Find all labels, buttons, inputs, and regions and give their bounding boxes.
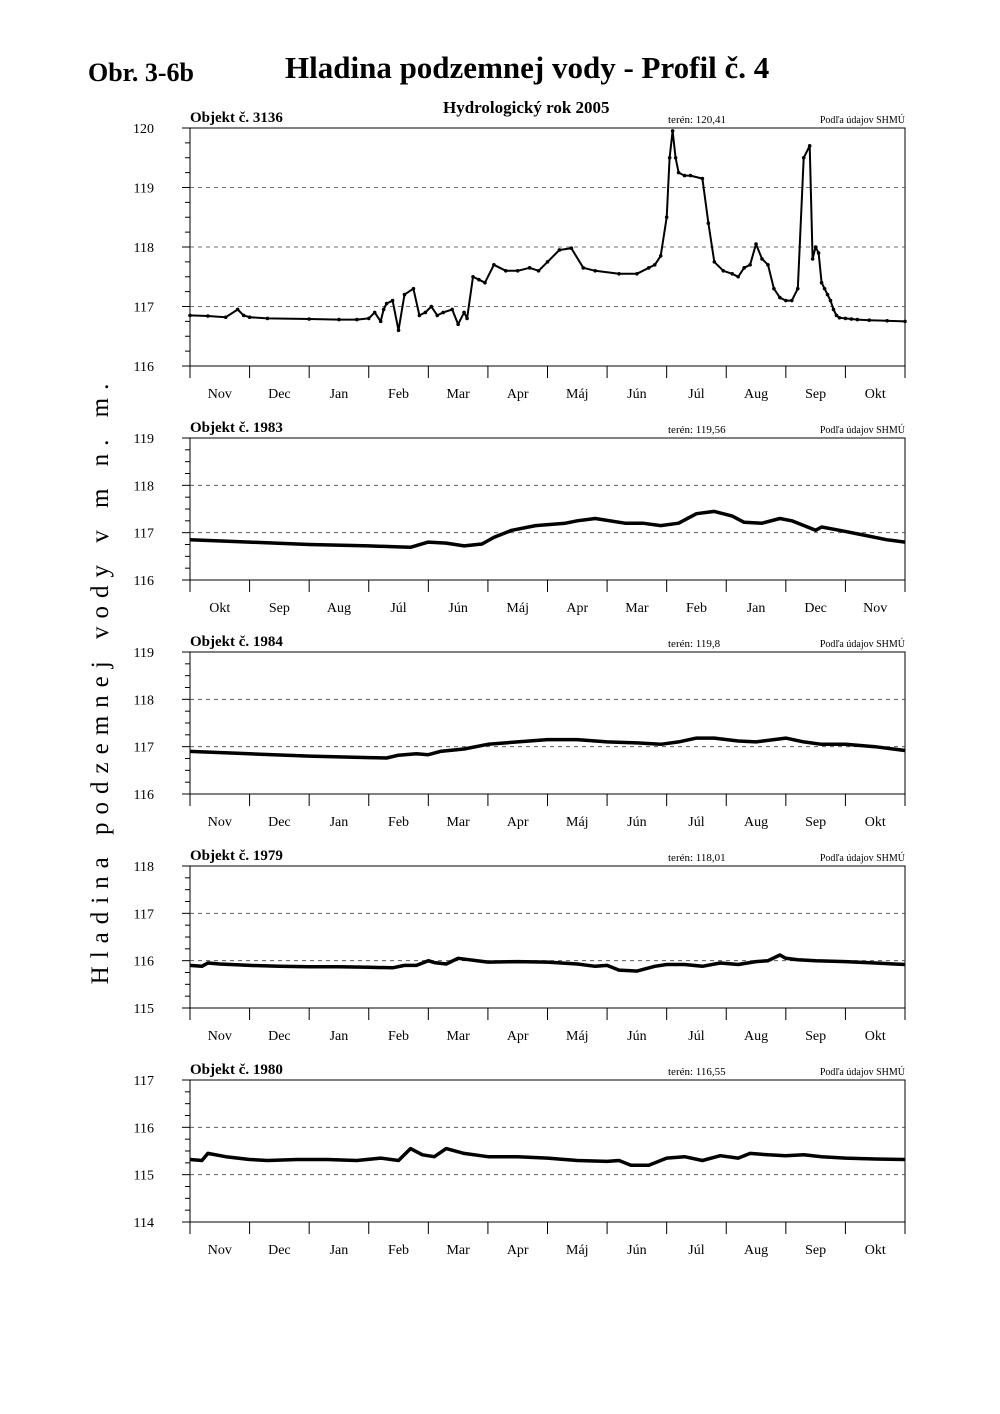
panel-title: Objekt č. 3136 xyxy=(190,110,283,126)
x-tick-label: Sep xyxy=(268,601,290,616)
data-point xyxy=(379,320,383,324)
x-tick-label: Feb xyxy=(685,601,707,616)
figure-label: Obr. 3-6b xyxy=(88,58,194,87)
y-tick-label: 116 xyxy=(133,360,154,375)
data-point xyxy=(424,311,428,315)
x-tick-label: Sep xyxy=(805,815,827,830)
x-tick-label: Sep xyxy=(805,387,827,402)
data-point xyxy=(224,315,228,319)
data-point xyxy=(850,317,854,321)
x-tick-label: Feb xyxy=(388,387,410,402)
y-tick-label: 119 xyxy=(133,181,154,197)
y-tick-label: 119 xyxy=(133,646,154,661)
data-point xyxy=(418,314,422,318)
data-point xyxy=(188,314,192,318)
x-tick-label: Nov xyxy=(207,1243,232,1258)
data-point xyxy=(653,263,657,267)
data-point xyxy=(373,311,377,315)
data-point xyxy=(483,281,487,285)
data-point xyxy=(242,314,246,318)
y-tick-label: 118 xyxy=(133,479,154,495)
data-point xyxy=(581,266,585,270)
data-point xyxy=(683,174,687,178)
data-point xyxy=(337,318,341,322)
data-point xyxy=(730,272,734,276)
x-tick-label: Jan xyxy=(329,815,349,830)
panel-title: Objekt č. 1980 xyxy=(190,1062,283,1078)
data-point xyxy=(802,156,806,160)
x-tick-label: Aug xyxy=(743,1243,769,1258)
data-point xyxy=(236,308,240,312)
x-tick-label: Mar xyxy=(446,815,470,830)
x-tick-label: Feb xyxy=(388,1029,410,1044)
y-tick-label: 117 xyxy=(133,1074,154,1089)
y-tick-label: 119 xyxy=(133,432,154,447)
y-tick-label: 116 xyxy=(133,1121,154,1137)
x-tick-label: Apr xyxy=(566,601,589,616)
y-tick-label: 115 xyxy=(133,1002,154,1017)
data-point xyxy=(635,272,639,276)
data-point xyxy=(558,248,562,252)
x-tick-label: Máj xyxy=(566,815,589,830)
page-subtitle: Hydrologický rok 2005 xyxy=(443,98,610,117)
teren-label: terén: 119,56 xyxy=(668,424,726,436)
data-point xyxy=(435,314,439,318)
data-point xyxy=(689,174,693,178)
data-point xyxy=(492,263,496,267)
y-tick-label: 118 xyxy=(133,241,154,256)
data-point xyxy=(570,246,574,250)
y-tick-label: 117 xyxy=(133,907,154,923)
x-tick-label: Máj xyxy=(566,1243,589,1258)
data-point xyxy=(450,308,454,312)
data-point xyxy=(397,329,401,333)
x-tick-label: Júl xyxy=(688,387,705,402)
data-point xyxy=(674,156,678,160)
series-line xyxy=(190,738,905,758)
x-tick-label: Dec xyxy=(268,387,291,402)
x-tick-label: Nov xyxy=(207,815,232,830)
data-point xyxy=(754,242,758,246)
data-point xyxy=(307,317,311,321)
x-tick-label: Dec xyxy=(268,1029,291,1044)
plot-frame xyxy=(190,652,905,794)
data-point xyxy=(748,263,752,267)
x-tick-label: Sep xyxy=(805,1029,827,1044)
teren-label: terén: 119,8 xyxy=(668,638,721,650)
source-label: Podľa údajov SHMÚ xyxy=(819,853,905,864)
data-point xyxy=(790,299,794,303)
x-tick-label: Jún xyxy=(627,387,647,402)
data-point xyxy=(206,314,210,318)
x-tick-label: Máj xyxy=(566,387,589,402)
teren-label: terén: 116,55 xyxy=(668,1066,726,1078)
x-tick-label: Okt xyxy=(864,387,886,402)
plot-frame xyxy=(190,866,905,1008)
x-tick-label: Júl xyxy=(688,815,705,830)
x-tick-label: Feb xyxy=(388,815,410,830)
panel-title: Objekt č. 1984 xyxy=(190,634,283,650)
data-point xyxy=(820,281,824,285)
data-point xyxy=(546,260,550,264)
x-tick-label: Okt xyxy=(864,1243,886,1258)
x-tick-label: Jan xyxy=(329,387,349,402)
data-point xyxy=(885,319,889,323)
data-point xyxy=(701,177,705,181)
y-axis-label: Hladina podzemnej vody v m n. m. xyxy=(87,375,114,985)
data-point xyxy=(829,299,833,303)
data-point xyxy=(814,245,818,249)
y-tick-label: 117 xyxy=(133,300,154,316)
data-point xyxy=(838,316,842,320)
x-tick-label: Aug xyxy=(743,387,769,402)
data-point xyxy=(713,260,717,264)
x-tick-label: Okt xyxy=(209,601,231,616)
x-tick-label: Feb xyxy=(388,1243,410,1258)
x-tick-label: Nov xyxy=(207,387,232,402)
data-point xyxy=(844,317,848,321)
data-point xyxy=(248,315,252,319)
data-point xyxy=(668,156,672,160)
data-point xyxy=(808,144,812,148)
x-tick-label: Okt xyxy=(864,1029,886,1044)
y-tick-label: 118 xyxy=(133,693,154,709)
x-tick-label: Jan xyxy=(746,601,766,616)
teren-label: terén: 120,41 xyxy=(668,114,727,126)
data-point xyxy=(835,314,839,318)
x-tick-label: Nov xyxy=(207,1029,232,1044)
plot-frame xyxy=(190,438,905,580)
y-tick-label: 120 xyxy=(133,122,154,137)
series-line xyxy=(190,511,905,547)
x-tick-label: Júl xyxy=(390,601,407,616)
series-line xyxy=(190,955,905,971)
data-point xyxy=(412,287,416,291)
data-point xyxy=(516,269,520,273)
data-point xyxy=(659,254,663,258)
x-tick-label: Apr xyxy=(506,815,529,830)
data-point xyxy=(382,308,386,312)
data-point xyxy=(772,287,776,291)
series-line xyxy=(190,131,905,330)
data-point xyxy=(832,308,836,312)
x-tick-label: Apr xyxy=(506,1029,529,1044)
data-point xyxy=(721,269,725,273)
x-tick-label: Nov xyxy=(863,601,888,616)
page-title: Hladina podzemnej vody - Profil č. 4 xyxy=(285,50,770,85)
x-tick-label: Dec xyxy=(804,601,827,616)
data-point xyxy=(367,317,371,321)
data-point xyxy=(430,305,434,309)
x-tick-label: Jún xyxy=(627,1029,647,1044)
data-point xyxy=(760,257,764,261)
panel-title: Objekt č. 1983 xyxy=(190,420,283,436)
source-label: Podľa údajov SHMÚ xyxy=(819,1067,905,1078)
data-point xyxy=(766,263,770,267)
data-point xyxy=(462,311,466,315)
source-label: Podľa údajov SHMÚ xyxy=(819,115,905,126)
data-point xyxy=(647,266,651,270)
data-point xyxy=(471,275,475,279)
x-tick-label: Máj xyxy=(506,601,529,616)
data-point xyxy=(528,266,532,270)
x-tick-label: Aug xyxy=(743,815,769,830)
y-tick-label: 116 xyxy=(133,954,154,970)
data-point xyxy=(677,171,681,175)
x-tick-label: Mar xyxy=(625,601,649,616)
y-tick-label: 114 xyxy=(133,1216,154,1231)
data-point xyxy=(707,221,711,225)
data-point xyxy=(504,269,508,273)
data-point xyxy=(823,287,827,291)
x-tick-label: Máj xyxy=(566,1029,589,1044)
data-point xyxy=(477,278,481,282)
x-tick-label: Apr xyxy=(506,387,529,402)
x-tick-label: Okt xyxy=(864,815,886,830)
source-label: Podľa údajov SHMÚ xyxy=(819,639,905,650)
data-point xyxy=(355,318,359,322)
x-tick-label: Mar xyxy=(446,1029,470,1044)
x-tick-label: Dec xyxy=(268,815,291,830)
x-tick-label: Mar xyxy=(446,387,470,402)
y-tick-label: 117 xyxy=(133,526,154,542)
data-point xyxy=(617,272,621,276)
data-point xyxy=(465,317,469,321)
x-tick-label: Sep xyxy=(805,1243,827,1258)
data-point xyxy=(391,299,395,303)
x-tick-label: Jún xyxy=(448,601,468,616)
x-tick-label: Jan xyxy=(329,1243,349,1258)
data-point xyxy=(826,293,830,297)
data-point xyxy=(903,320,907,324)
data-point xyxy=(403,293,407,297)
x-tick-label: Jún xyxy=(627,1243,647,1258)
series-line xyxy=(190,1149,905,1166)
x-tick-label: Jan xyxy=(329,1029,349,1044)
data-point xyxy=(796,287,800,291)
x-tick-label: Dec xyxy=(268,1243,291,1258)
panel-title: Objekt č. 1979 xyxy=(190,848,283,864)
data-point xyxy=(456,323,460,327)
data-point xyxy=(778,296,782,300)
data-point xyxy=(784,299,788,303)
x-tick-label: Júl xyxy=(688,1029,705,1044)
data-point xyxy=(385,302,389,306)
data-point xyxy=(811,257,815,261)
y-tick-label: 117 xyxy=(133,740,154,756)
data-point xyxy=(441,311,445,315)
data-point xyxy=(266,317,270,321)
plot-frame xyxy=(190,1080,905,1222)
x-tick-label: Júl xyxy=(688,1243,705,1258)
x-tick-label: Jún xyxy=(627,815,647,830)
source-label: Podľa údajov SHMÚ xyxy=(819,425,905,436)
data-point xyxy=(665,215,669,219)
data-point xyxy=(671,129,675,133)
y-tick-label: 115 xyxy=(133,1168,154,1184)
data-point xyxy=(736,275,740,279)
x-tick-label: Aug xyxy=(326,601,352,616)
x-tick-label: Mar xyxy=(446,1243,470,1258)
y-tick-label: 116 xyxy=(133,788,154,803)
teren-label: terén: 118,01 xyxy=(668,852,726,864)
data-point xyxy=(537,269,541,273)
data-point xyxy=(742,266,746,270)
x-tick-label: Aug xyxy=(743,1029,769,1044)
y-tick-label: 118 xyxy=(133,860,154,875)
y-tick-label: 116 xyxy=(133,574,154,589)
x-tick-label: Apr xyxy=(506,1243,529,1258)
data-point xyxy=(856,318,860,322)
data-point xyxy=(867,318,871,322)
data-point xyxy=(817,251,821,255)
data-point xyxy=(593,269,597,273)
